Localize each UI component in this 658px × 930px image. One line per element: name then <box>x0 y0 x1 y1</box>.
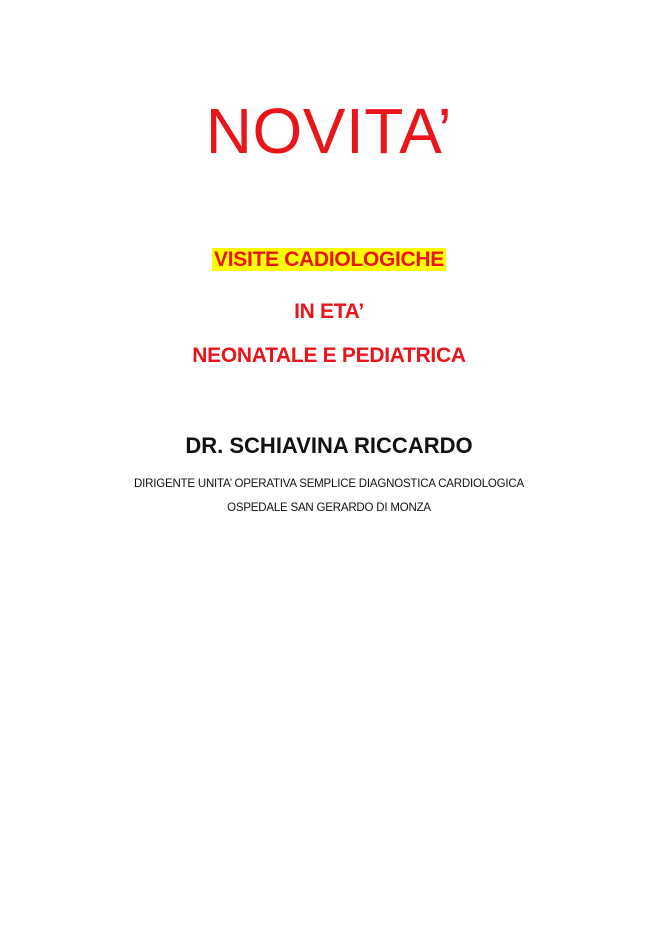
headline: NOVITA’ <box>205 95 453 167</box>
subtitle-line-2: IN ETA’ <box>294 300 364 323</box>
highlighted-subtitle: VISITE CADIOLOGICHE <box>214 248 444 271</box>
subtitle-line-1 <box>0 245 658 275</box>
doctor-name: DR. SCHIAVINA RICCARDO <box>185 433 473 458</box>
doctor-role: DIRIGENTE UNITA’ OPERATIVA SEMPLICE DIAGNOSTICA CARDIOLOGICA <box>134 478 524 490</box>
subtitle-line-3: NEONATALE E PEDIATRICA <box>192 344 466 367</box>
hospital-name: OSPEDALE SAN GERARDO DI MONZA <box>227 502 431 514</box>
